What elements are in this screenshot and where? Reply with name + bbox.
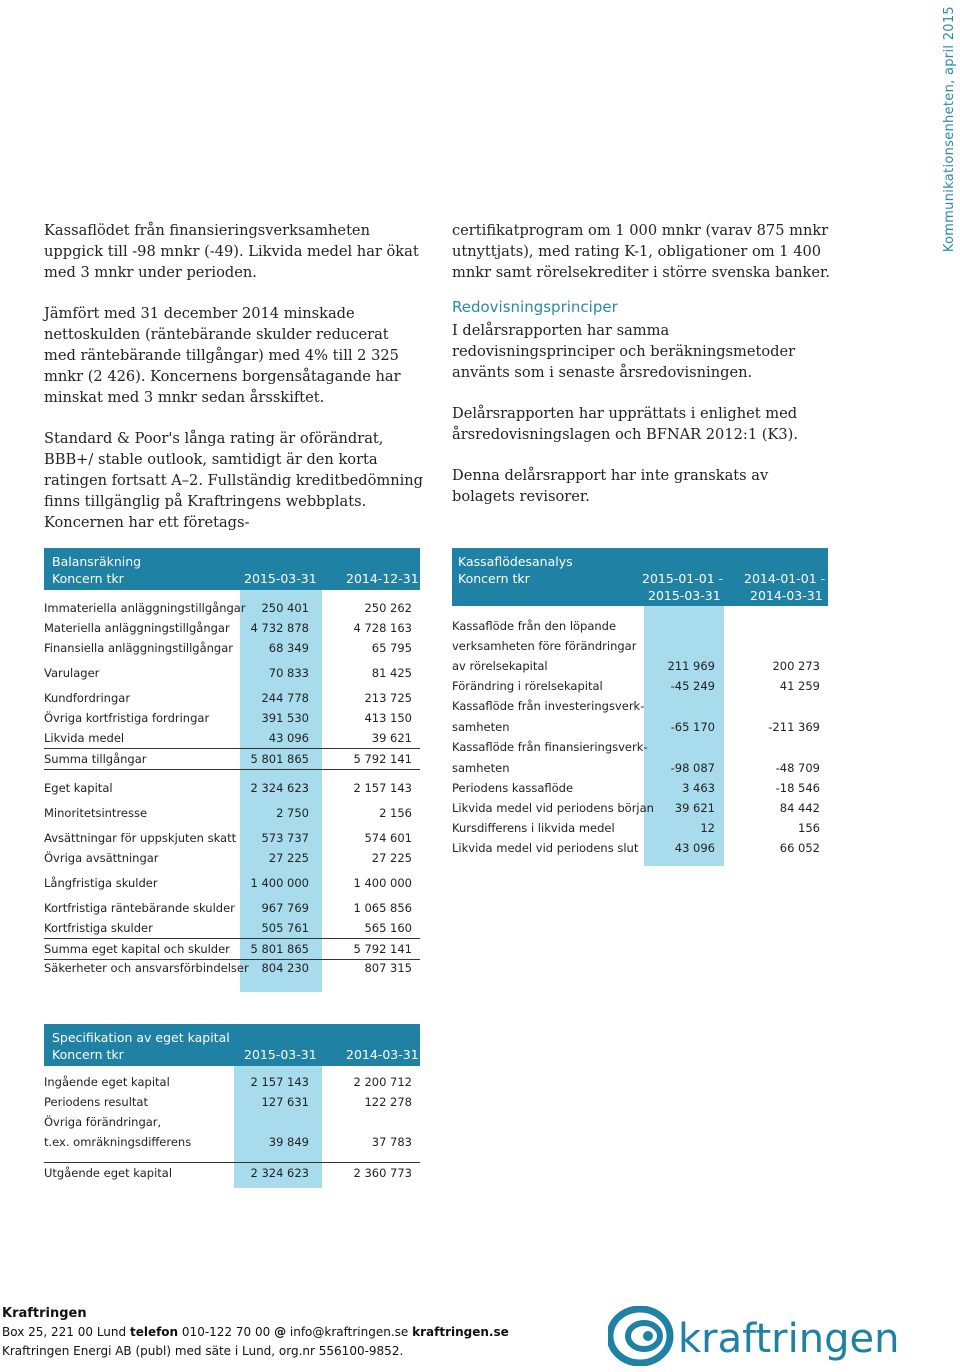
footer-company: Kraftringen [2,1306,87,1321]
cashflow-row [452,616,828,636]
cashflow-row [452,696,828,716]
cashflow-row [452,656,828,676]
balance-row-value-current: 2 324 623 [250,781,309,795]
paragraph-net-debt: Jämfört med 31 december 2014 minskade nettoskulden (räntebärande skulder reducerat med räntebärande tillgångar) med 4% till 2 325 mnkr (2 426). Koncernens borgensåtagande har minskat med 3 mnkr sedan årsskiftet. [44,305,401,406]
equity-row-label: t.ex. omräkningsdifferens [44,1135,192,1149]
cashflow-col1-header-line2: 2015-03-31 [648,588,721,603]
cashflow-row-label: Kassaflöde från finansieringsverk- [452,740,648,754]
balance-row-label: Övriga kortfristiga fordringar [44,711,210,725]
balance-row-value-previous: 5 792 141 [353,942,412,956]
cashflow-row-value-previous: -18 546 [775,781,820,795]
equity-row-label: Ingående eget kapital [44,1075,170,1089]
cashflow-row [452,737,828,757]
right-text-column [452,220,832,527]
balance-row-value-previous: 39 621 [371,731,412,745]
footer-legal: Kraftringen Energi AB (publ) med säte i Lund, org.nr 556100-9852. [2,1344,404,1358]
equity-row-value-current: 127 631 [261,1095,309,1109]
cashflow-row-value-previous: 41 259 [779,679,820,693]
balance-row-label: Säkerheter och ansvarsförbindelser [44,961,249,975]
footer-email-link[interactable]: info@kraftringen.se [289,1325,409,1339]
balance-row-value-previous: 81 425 [371,666,412,680]
equity-row-value-current: 2 157 143 [250,1075,309,1089]
balance-row-label: Immateriella anläggningstillgångar [44,601,246,615]
balance-row-label: Långfristiga skulder [44,876,158,890]
balance-row [44,778,420,798]
balance-row-value-previous: 1 065 856 [353,901,412,915]
equity-row [44,1092,420,1112]
cashflow-title: Kassaflödesanalys [458,554,573,569]
cashflow-row-value-current: -98 087 [670,761,715,775]
cashflow-row-value-previous: 200 273 [772,659,820,673]
balance-row [44,828,420,848]
balance-row-value-current: 391 530 [261,711,309,725]
equity-header [44,1024,420,1066]
cashflow-row-label: Kursdifferens i likvida medel [452,821,615,835]
balance-row [44,688,420,708]
balance-title: Balansräkning [52,554,142,569]
balance-subtitle: Koncern tkr [52,571,124,586]
balance-row-value-current: 573 737 [261,831,309,845]
balance-row-value-previous: 574 601 [364,831,412,845]
cashflow-table [452,548,828,866]
balance-row-value-previous: 5 792 141 [353,752,412,766]
balance-row [44,848,420,868]
balance-row-label: Övriga avsättningar [44,851,159,865]
equity-row-label: Utgående eget kapital [44,1166,173,1180]
paragraph-principles-3: Denna delårsrapport har inte granskats av bolagets revisorer. [452,467,769,505]
balance-row-label: Varulager [44,666,100,680]
footer [2,1304,509,1361]
balance-row-value-current: 68 349 [268,641,309,655]
cashflow-row [452,778,828,798]
balance-row-value-current: 804 230 [261,961,309,975]
paragraph-certificate-program: certifikatprogram om 1 000 mnkr (varav 875 mnkr utnyttjats), med rating K-1, obligationer om 1 400 mnkr samt rörelsekrediter i större svenska banker. [452,222,831,281]
cashflow-row-value-current: 3 463 [682,781,715,795]
balance-row-value-previous: 250 262 [364,601,412,615]
balance-row-label: Summa eget kapital och skulder [44,942,230,956]
balance-row-value-current: 4 732 878 [250,621,309,635]
equity-row [44,1112,420,1132]
cashflow-row-label: Likvida medel vid periodens början [452,801,654,815]
footer-phone-label: telefon [129,1325,179,1339]
equity-row [44,1132,420,1152]
balance-row-value-current: 2 750 [276,806,309,820]
balance-row-label: Kortfristiga skulder [44,921,153,935]
balance-row-label: Summa tillgångar [44,752,147,766]
equity-table [44,1024,420,1188]
balance-row-value-current: 70 833 [268,666,309,680]
cashflow-col1-header-line1: 2015-01-01 - [642,571,724,586]
cashflow-row [452,818,828,838]
balance-row [44,598,420,618]
balance-row-value-previous: 565 160 [364,921,412,935]
balance-row [44,898,420,918]
equity-row-value-previous: 37 783 [371,1135,412,1149]
equity-row [44,1162,420,1183]
cashflow-row-value-previous: -211 369 [768,720,820,734]
balance-row-value-current: 43 096 [268,731,309,745]
balance-row-value-current: 27 225 [268,851,309,865]
cashflow-row-value-current: 211 969 [667,659,715,673]
balance-row-label: Minoritetsintresse [44,806,148,820]
balance-row-value-current: 5 801 865 [250,752,309,766]
paragraph-principles-2: Delårsrapporten har upprättats i enlighet med årsredovisningslagen och BFNAR 2012:1 (K3). [452,405,798,443]
equity-row-value-previous: 122 278 [364,1095,412,1109]
balance-row-value-previous: 4 728 163 [353,621,412,635]
cashflow-row [452,758,828,778]
cashflow-row-label: Periodens kassaflöde [452,781,574,795]
balance-row-value-previous: 213 725 [364,691,412,705]
balance-row-value-previous: 2 157 143 [353,781,412,795]
equity-title: Specifikation av eget kapital [52,1030,230,1045]
balance-row [44,728,420,748]
paragraph-rating: Standard & Poor's långa rating är oförändrat, BBB+/ stable outlook, samtidigt är den korta ratingen fortsatt A–2. Fullständig kreditbedömning finns tillgänglig på Kraftringens webbplats. Koncernen har ett företags- [44,430,423,531]
footer-web-link[interactable]: kraftringen.se [412,1325,509,1339]
cashflow-col2-header-line2: 2014-03-31 [750,588,823,603]
cashflow-row-label: Förändring i rörelsekapital [452,679,603,693]
cashflow-row [452,676,828,696]
equity-col1-header: 2015-03-31 [244,1047,317,1062]
cashflow-row-label: samheten [452,720,510,734]
balance-row [44,958,420,978]
balance-row [44,803,420,823]
cashflow-row [452,798,828,818]
balance-row-value-previous: 27 225 [371,851,412,865]
balance-row [44,618,420,638]
cashflow-row-value-current: -65 170 [670,720,715,734]
cashflow-row-value-previous: 156 [798,821,820,835]
balance-row-value-current: 5 801 865 [250,942,309,956]
cashflow-row-label: Likvida medel vid periodens slut [452,841,639,855]
balance-header [44,548,420,590]
logo-wordmark: kraftringen [678,1316,900,1362]
balance-row-value-current: 967 769 [261,901,309,915]
kraftringen-logo [608,1306,908,1366]
logo-mark-icon [608,1306,908,1366]
balance-row-value-current: 505 761 [261,921,309,935]
heading-accounting-principles: Redovisningsprinciper [452,298,618,316]
cashflow-row-label: verksamheten före förändringar [452,639,637,653]
cashflow-col2-header-line1: 2014-01-01 - [744,571,826,586]
balance-row-label: Likvida medel [44,731,125,745]
cashflow-header [452,548,828,606]
equity-row-label: Övriga förändringar, [44,1115,162,1129]
cashflow-row-label: Kassaflöde från den löpande [452,619,617,633]
sidebar-label: Kommunikationsenheten, april 2015 [942,6,957,253]
balance-row [44,873,420,893]
cashflow-row-value-previous: -48 709 [775,761,820,775]
balance-row [44,638,420,658]
balance-row-label: Kundfordringar [44,691,131,705]
footer-at: @ [274,1325,287,1339]
footer-phone: 010-122 70 00 [181,1325,271,1339]
paragraph-cashflow-financing: Kassaflödet från finansieringsverksamheten uppgick till -98 mnkr (-49). Likvida medel har ökat med 3 mnkr under perioden. [44,222,419,281]
cashflow-row-value-previous: 84 442 [779,801,820,815]
balance-row [44,938,420,960]
cashflow-row-value-current: -45 249 [670,679,715,693]
cashflow-row [452,838,828,858]
footer-address: Box 25, 221 00 Lund [2,1325,127,1339]
balance-sheet-table [44,548,420,992]
balance-row [44,748,420,770]
cashflow-row-value-current: 43 096 [674,841,715,855]
balance-row-value-previous: 65 795 [371,641,412,655]
equity-col2-header: 2014-03-31 [346,1047,419,1062]
balance-row-label: Kortfristiga räntebärande skulder [44,901,235,915]
cashflow-row-label: Kassaflöde från investeringsverk- [452,699,645,713]
left-text-column [44,220,424,553]
equity-row-value-current: 39 849 [268,1135,309,1149]
cashflow-row-value-previous: 66 052 [779,841,820,855]
balance-row-value-previous: 807 315 [364,961,412,975]
balance-row [44,918,420,938]
balance-row-value-current: 244 778 [261,691,309,705]
cashflow-row [452,717,828,737]
equity-row-value-previous: 2 360 773 [353,1166,412,1180]
cashflow-row [452,636,828,656]
balance-row-label: Finansiella anläggningstillgångar [44,641,233,655]
balance-row-label: Materiella anläggningstillgångar [44,621,230,635]
equity-row [44,1072,420,1092]
balance-row-value-previous: 413 150 [364,711,412,725]
equity-row-value-previous: 2 200 712 [353,1075,412,1089]
balance-col2-header: 2014-12-31 [346,571,419,586]
equity-row-value-current: 2 324 623 [250,1166,309,1180]
paragraph-principles-1: I delårsrapporten har samma redovisningsprinciper och beräkningsmetoder använts som i senaste årsredovisningen. [452,322,796,381]
equity-row-label: Periodens resultat [44,1095,148,1109]
balance-row-value-previous: 2 156 [379,806,412,820]
equity-subtitle: Koncern tkr [52,1047,124,1062]
footer-contact [2,1323,509,1342]
balance-row-value-previous: 1 400 000 [353,876,412,890]
balance-row-value-current: 250 401 [261,601,309,615]
cashflow-row-value-current: 39 621 [674,801,715,815]
cashflow-subtitle: Koncern tkr [458,571,530,586]
balance-row [44,708,420,728]
balance-row-value-current: 1 400 000 [250,876,309,890]
cashflow-row-label: samheten [452,761,510,775]
balance-row-label: Eget kapital [44,781,113,795]
balance-row [44,663,420,683]
balance-col1-header: 2015-03-31 [244,571,317,586]
cashflow-row-value-current: 12 [700,821,715,835]
cashflow-row-label: av rörelsekapital [452,659,548,673]
balance-row-label: Avsättningar för uppskjuten skatt [44,831,237,845]
